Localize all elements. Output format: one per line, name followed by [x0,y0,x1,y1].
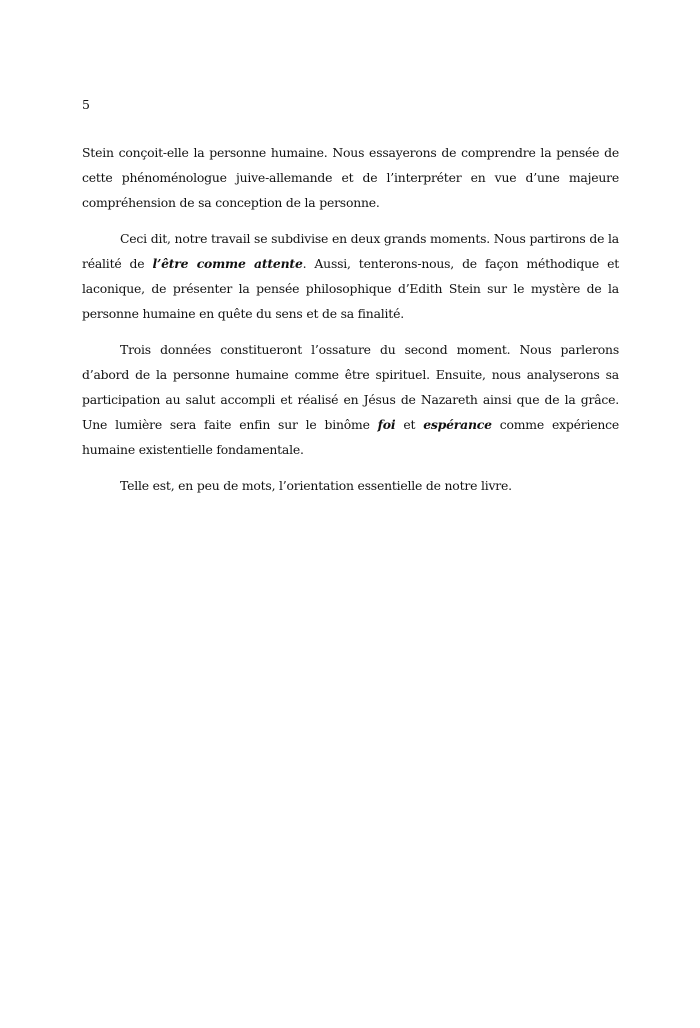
emphasis-esperance: espérance [423,417,492,432]
paragraph-2-text-end: . Aussi, tenterons-nous, de façon méthodique et laconique, de présenter la pensée philosophique d’Edith Stein sur le mystère de la personne humaine en quête du sens et de sa finalité. [82,256,619,321]
paragraph-1: Stein conçoit-elle la personne humaine. Nous essayerons de comprendre la pensée de cette phénoménologue juive-allemande et de l’interpréter en vue d’une majeure compréhension de sa conception de la personne. [82,145,619,210]
paragraph-3-text-start: Trois données constitueront l’ossature du second moment. Nous parlerons d’abord de la personne humaine comme être spirituel. Ensuite, nous analyserons sa participation au salut accompli et réalisé en Jésus de Nazareth ainsi que de la grâce. Une lumière sera faite enfin sur le binôme [82,342,619,432]
emphasis-etre-comme-attente: l’être comme attente [152,256,303,271]
paragraph-3-conjunction: et [395,417,424,432]
paragraph-3-text-end: comme expérience humaine existentielle fondamentale. [82,417,620,457]
paragraph-2-text-start: Ceci dit, notre travail se subdivise en deux grands moments. Nous partirons de la réalité de [82,231,619,271]
paragraph-4: Telle est, en peu de mots, l’orientation essentielle de notre livre. [120,478,512,493]
page-number: 5 [82,97,90,112]
body-text [82,140,619,509]
paragraph-2 [82,226,619,326]
paragraph-3 [82,337,619,462]
emphasis-foi: foi [377,417,396,432]
